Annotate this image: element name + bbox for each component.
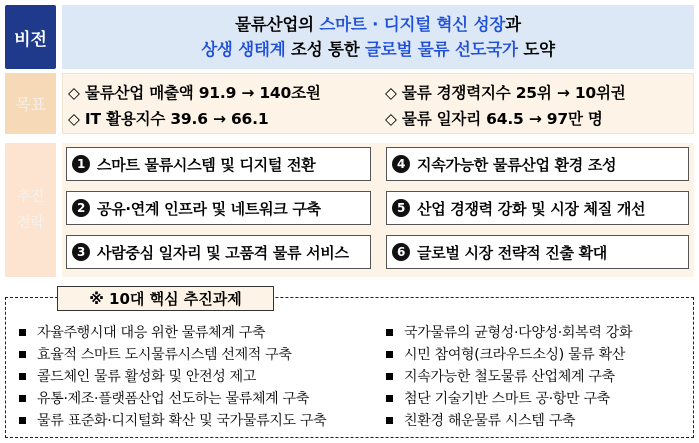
goal-item: ◇ IT 활용지수 39.6 → 66.1 — [68, 110, 269, 128]
task-item: 자율주행시대 대응 위한 물류체계 구축 — [19, 322, 265, 342]
task-item: 콜드체인 물류 활성화 및 안전성 제고 — [19, 366, 256, 386]
vision-text: 도약 — [517, 40, 555, 59]
strategy-text: 산업 경쟁력 강화 및 시장 체질 개선 — [417, 199, 646, 218]
strategy-text: 지속가능한 물류산업 환경 조성 — [417, 155, 617, 174]
task-item: 시민 참여형(크라우드소싱) 물류 확산 — [386, 344, 625, 364]
vision-statement — [62, 5, 694, 69]
goal-item: ◇ 물류산업 매출액 91.9 → 140조원 — [68, 84, 321, 102]
vision-text: 조성 통한 — [285, 40, 366, 59]
strategy-label-text: 추진 전략 — [16, 189, 45, 231]
vision-highlight: 글로벌 물류 선도국가 — [365, 40, 518, 59]
number-badge-icon: 4 — [392, 155, 410, 173]
bullet-square-icon — [19, 417, 26, 424]
strategy-item — [386, 235, 689, 269]
vision-highlight: 상생 생태계 — [201, 40, 286, 59]
goal-item: ◇ 물류 경쟁력지수 25위 → 10위권 — [385, 84, 626, 102]
vision-line-1 — [235, 12, 521, 37]
goal-label: 목표 — [5, 73, 56, 134]
strategy-text: 공유·연계 인프라 및 네트워크 구축 — [97, 199, 321, 218]
bullet-square-icon — [386, 373, 393, 380]
goal-item: ◇ 물류 일자리 64.5 → 97만 명 — [385, 110, 603, 128]
vision-text: 물류산업의 — [235, 15, 320, 34]
task-item: 물류 표준화·디지털화 확산 및 국가물류지도 구축 — [19, 410, 326, 430]
strategy-text: 사람중심 일자리 및 고품격 물류 서비스 — [97, 243, 349, 262]
goal-box — [62, 73, 694, 134]
bullet-square-icon — [19, 329, 26, 336]
strategy-item — [66, 235, 371, 269]
strategy-text: 스마트 물류시스템 및 디지털 전환 — [97, 155, 316, 174]
strategy-label — [5, 143, 56, 277]
bullet-square-icon — [19, 351, 26, 358]
number-badge-icon: 1 — [72, 155, 90, 173]
core-tasks-box — [5, 297, 694, 438]
task-item: 친환경 해운물류 시스템 구축 — [386, 410, 575, 430]
number-badge-icon: 6 — [392, 243, 410, 261]
bullet-square-icon — [19, 373, 26, 380]
strategy-item — [386, 147, 689, 181]
bullet-square-icon — [386, 417, 393, 424]
strategy-item — [66, 191, 371, 225]
strategy-text: 글로벌 시장 전략적 진출 확대 — [417, 243, 607, 262]
strategy-panel — [62, 143, 694, 277]
task-item: 국가물류의 균형성·다양성·회복력 강화 — [386, 322, 632, 342]
vision-text: 과 — [505, 15, 521, 34]
bullet-square-icon — [386, 395, 393, 402]
number-badge-icon: 3 — [72, 243, 90, 261]
vision-highlight: 스마트 · 디지털 혁신 성장 — [319, 15, 506, 34]
task-item: 첨단 기술기반 스마트 공·항만 구축 — [386, 388, 610, 408]
strategy-item — [386, 191, 689, 225]
strategy-item — [66, 147, 371, 181]
number-badge-icon: 5 — [392, 199, 410, 217]
vision-line-2 — [201, 37, 555, 62]
task-item: 지속가능한 철도물류 산업체계 구축 — [386, 366, 615, 386]
core-tasks-title: ※ 10대 핵심 추진과제 — [57, 286, 274, 311]
number-badge-icon: 2 — [72, 199, 90, 217]
bullet-square-icon — [386, 329, 393, 336]
vision-label: 비전 — [5, 5, 56, 69]
bullet-square-icon — [386, 351, 393, 358]
bullet-square-icon — [19, 395, 26, 402]
task-item: 유통·제조·플랫폼산업 선도하는 물류체계 구축 — [19, 388, 309, 408]
task-item: 효율적 스마트 도시물류시스템 선제적 구축 — [19, 344, 292, 364]
